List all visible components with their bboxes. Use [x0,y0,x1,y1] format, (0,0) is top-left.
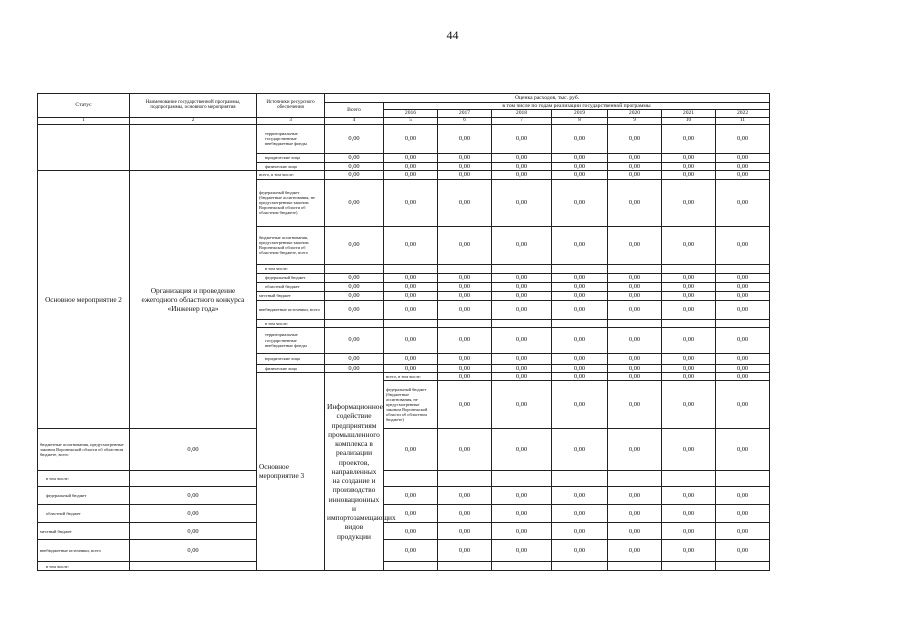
value-cell: 0,00 [384,429,438,471]
value-cell: 0,00 [438,273,492,282]
value-cell: 0,00 [552,273,608,282]
value-cell: 0,00 [438,353,492,364]
value-cell: 0,00 [716,226,770,264]
year-2017: 2017 [438,110,492,117]
value-cell: 0,00 [438,282,492,291]
program-cell [130,124,257,170]
value-cell: 0,00 [438,300,492,319]
table-row [38,471,770,487]
value-cell: 0,00 [608,487,662,505]
value-cell: 0,00 [130,505,257,523]
value-cell: 0,00 [438,179,492,226]
value-cell: 0,00 [384,162,438,170]
table-row [38,505,770,523]
table-row [38,487,770,505]
source-local: местный бюджет [38,523,130,540]
col-number: 3 [257,117,325,124]
value-cell: 0,00 [384,282,438,291]
value-cell: 0,00 [438,171,492,179]
value-cell: 0,00 [438,523,492,540]
source-incl: в том числе: [257,319,325,327]
value-cell: 0,00 [552,171,608,179]
value-cell: 0,00 [552,153,608,162]
value-cell: 0,00 [438,124,492,153]
header-sources: Источники ресурсного обеспечения [257,94,325,118]
value-cell: 0,00 [662,162,716,170]
source-federal: федеральный бюджет (бюджетные ассигнования, не предусмотренные законом Воронежской области об областном бюджете) [384,381,438,429]
value-cell: 0,00 [662,171,716,179]
value-cell: 0,00 [492,282,552,291]
value-cell: 0,00 [716,124,770,153]
value-cell: 0,00 [492,487,552,505]
col-number: 9 [608,117,662,124]
value-cell: 0,00 [325,171,384,179]
col-number: 11 [716,117,770,124]
value-cell: 0,00 [438,291,492,300]
table-row [38,429,770,471]
table-row [38,523,770,540]
value-cell: 0,00 [384,273,438,282]
value-cell: 0,00 [608,291,662,300]
value-cell: 0,00 [716,540,770,562]
value-cell: 0,00 [384,353,438,364]
value-cell: 0,00 [325,300,384,319]
value-cell: 0,00 [552,364,608,372]
value-cell: 0,00 [662,179,716,226]
value-cell: 0,00 [492,353,552,364]
source-incl: в том числе: [38,562,130,571]
value-cell: 0,00 [716,523,770,540]
source-individuals: физические лица [257,162,325,170]
value-cell: 0,00 [492,300,552,319]
value-cell: 0,00 [438,226,492,264]
value-cell: 0,00 [716,171,770,179]
value-cell: 0,00 [552,162,608,170]
value-cell: 0,00 [662,505,716,523]
value-cell: 0,00 [438,505,492,523]
value-cell: 0,00 [608,226,662,264]
value-cell: 0,00 [438,487,492,505]
value-cell: 0,00 [492,540,552,562]
value-cell: 0,00 [130,487,257,505]
value-cell: 0,00 [384,171,438,179]
value-cell: 0,00 [325,124,384,153]
value-cell: 0,00 [608,124,662,153]
source-local: местный бюджет [257,291,325,300]
value-cell: 0,00 [662,487,716,505]
measure3-status: Основное мероприятие 3 [257,372,325,570]
value-cell: 0,00 [384,291,438,300]
header-status: Статус [38,94,130,118]
source-total: всего, в том числе: [257,171,325,179]
value-cell: 0,00 [438,381,492,429]
col-number: 8 [552,117,608,124]
value-cell: 0,00 [716,153,770,162]
value-cell: 0,00 [716,505,770,523]
status-cell [38,124,130,170]
value-cell: 0,00 [384,327,438,353]
table-row [38,562,770,571]
value-cell: 0,00 [492,429,552,471]
value-cell: 0,00 [662,353,716,364]
year-2021: 2021 [662,110,716,117]
value-cell: 0,00 [662,523,716,540]
value-cell: 0,00 [608,153,662,162]
value-cell: 0,00 [384,523,438,540]
source-total: всего, в том числе: [384,372,438,380]
value-cell: 0,00 [608,381,662,429]
value-cell: 0,00 [552,487,608,505]
value-cell: 0,00 [552,300,608,319]
table-row [38,124,770,153]
value-cell: 0,00 [384,153,438,162]
value-cell: 0,00 [492,162,552,170]
value-cell: 0,00 [608,505,662,523]
value-cell: 0,00 [130,523,257,540]
value-cell: 0,00 [716,372,770,380]
value-cell: 0,00 [662,291,716,300]
value-cell: 0,00 [552,291,608,300]
value-cell: 0,00 [608,353,662,364]
value-cell: 0,00 [608,179,662,226]
col-number: 1 [38,117,130,124]
value-cell: 0,00 [384,179,438,226]
value-cell: 0,00 [608,372,662,380]
header-by-years: в том числе по годам реализации государственной программы [384,103,770,110]
value-cell: 0,00 [492,171,552,179]
value-cell: 0,00 [438,372,492,380]
year-2018: 2018 [492,110,552,117]
value-cell: 0,00 [492,381,552,429]
year-2019: 2019 [552,110,608,117]
value-cell: 0,00 [716,273,770,282]
source-legal: юридические лица [257,153,325,162]
source-territorial: территориальные государственные внебюджетные фонды [257,124,325,153]
value-cell: 0,00 [552,429,608,471]
value-cell: 0,00 [716,162,770,170]
value-cell: 0,00 [608,540,662,562]
value-cell: 0,00 [384,540,438,562]
value-cell: 0,00 [492,505,552,523]
value-cell: 0,00 [552,226,608,264]
value-cell: 0,00 [716,327,770,353]
value-cell: 0,00 [662,429,716,471]
value-cell: 0,00 [716,381,770,429]
header-estimate: Оценка расходов, тыс. руб. [325,94,770,103]
value-cell: 0,00 [438,153,492,162]
source-offbudget: внебюджетные источники, всего [38,540,130,562]
source-incl: в том числе: [38,471,130,487]
value-cell: 0,00 [552,381,608,429]
value-cell: 0,00 [325,273,384,282]
year-2022: 2022 [716,110,770,117]
value-cell: 0,00 [662,364,716,372]
source-incl: в том числе: [257,264,325,273]
source-individuals: физические лица [257,364,325,372]
value-cell: 0,00 [608,429,662,471]
source-regional-short: областной бюджет [257,282,325,291]
value-cell: 0,00 [438,327,492,353]
value-cell: 0,00 [608,273,662,282]
value-cell: 0,00 [130,540,257,562]
header-program: Наименование государственной программы, подпрограммы, основного мероприятия [130,94,257,118]
value-cell: 0,00 [552,327,608,353]
measure3-name: Информационное содействие предприятиям промышленного комплекса в реализации проектов, направленных на создание и производство инновационных и импортозамещающих видов продукции [325,372,384,570]
col-number: 6 [438,117,492,124]
page-number: 44 [446,28,459,42]
value-cell: 0,00 [716,300,770,319]
value-cell: 0,00 [716,179,770,226]
col-number: 4 [325,117,384,124]
value-cell: 0,00 [662,282,716,291]
source-regional-budget: бюджетные ассигнования, предусмотренные законом Воронежской области об областном бюджете, всего [38,429,130,471]
value-cell: 0,00 [662,153,716,162]
value-cell: 0,00 [608,171,662,179]
value-cell: 0,00 [662,540,716,562]
value-cell: 0,00 [325,153,384,162]
value-cell: 0,00 [384,487,438,505]
source-regional-short: областной бюджет [38,505,130,523]
source-legal: юридические лица [257,353,325,364]
value-cell: 0,00 [492,124,552,153]
value-cell: 0,00 [552,372,608,380]
value-cell: 0,00 [662,300,716,319]
table-row [38,171,770,179]
value-cell: 0,00 [384,124,438,153]
source-offbudget: внебюджетные источники, всего [257,300,325,319]
value-cell: 0,00 [492,291,552,300]
value-cell: 0,00 [608,282,662,291]
value-cell: 0,00 [492,364,552,372]
value-cell: 0,00 [325,282,384,291]
value-cell: 0,00 [662,381,716,429]
value-cell: 0,00 [716,487,770,505]
value-cell: 0,00 [716,291,770,300]
value-cell: 0,00 [438,162,492,170]
value-cell: 0,00 [325,291,384,300]
table-row [38,540,770,562]
value-cell: 0,00 [492,153,552,162]
value-cell: 0,00 [716,353,770,364]
source-territorial: территориальные государственные внебюджетные фонды [257,327,325,353]
value-cell: 0,00 [325,226,384,264]
value-cell: 0,00 [492,226,552,264]
value-cell: 0,00 [492,523,552,540]
year-2020: 2020 [608,110,662,117]
col-number: 5 [384,117,438,124]
col-number: 7 [492,117,552,124]
value-cell: 0,00 [552,179,608,226]
source-regional-budget: бюджетные ассигнования, предусмотренные законом Воронежской области об областном бюджете, всего [257,226,325,264]
year-2016: 2016 [384,110,438,117]
value-cell: 0,00 [552,505,608,523]
value-cell: 0,00 [130,429,257,471]
value-cell: 0,00 [438,540,492,562]
value-cell: 0,00 [438,429,492,471]
value-cell: 0,00 [325,353,384,364]
value-cell: 0,00 [438,364,492,372]
col-number: 10 [662,117,716,124]
value-cell: 0,00 [492,372,552,380]
value-cell: 0,00 [716,282,770,291]
source-federal-short: федеральный бюджет [38,487,130,505]
value-cell: 0,00 [662,327,716,353]
value-cell: 0,00 [662,226,716,264]
value-cell: 0,00 [662,372,716,380]
value-cell: 0,00 [552,353,608,364]
value-cell: 0,00 [552,282,608,291]
value-cell: 0,00 [552,540,608,562]
value-cell: 0,00 [716,429,770,471]
value-cell: 0,00 [384,505,438,523]
value-cell: 0,00 [384,226,438,264]
value-cell: 0,00 [325,327,384,353]
value-cell: 0,00 [492,179,552,226]
value-cell: 0,00 [492,273,552,282]
value-cell: 0,00 [608,162,662,170]
value-cell: 0,00 [384,364,438,372]
measure2-name: Организация и проведение ежегодного областного конкурса «Инженер года» [130,171,257,429]
budget-table [37,93,770,571]
value-cell: 0,00 [325,179,384,226]
value-cell: 0,00 [608,523,662,540]
value-cell: 0,00 [325,364,384,372]
value-cell: 0,00 [384,300,438,319]
value-cell: 0,00 [608,300,662,319]
source-federal-short: федеральный бюджет [257,273,325,282]
measure2-status: Основное мероприятие 2 [38,171,130,429]
value-cell: 0,00 [552,523,608,540]
source-federal: федеральный бюджет (бюджетные ассигнования, не предусмотренные законом Воронежской области об областном бюджете) [257,179,325,226]
header-total: Всего [325,103,384,118]
value-cell: 0,00 [492,327,552,353]
value-cell: 0,00 [662,124,716,153]
value-cell: 0,00 [716,364,770,372]
col-number: 2 [130,117,257,124]
value-cell: 0,00 [608,327,662,353]
value-cell: 0,00 [325,162,384,170]
value-cell: 0,00 [662,273,716,282]
value-cell: 0,00 [608,364,662,372]
value-cell: 0,00 [552,124,608,153]
